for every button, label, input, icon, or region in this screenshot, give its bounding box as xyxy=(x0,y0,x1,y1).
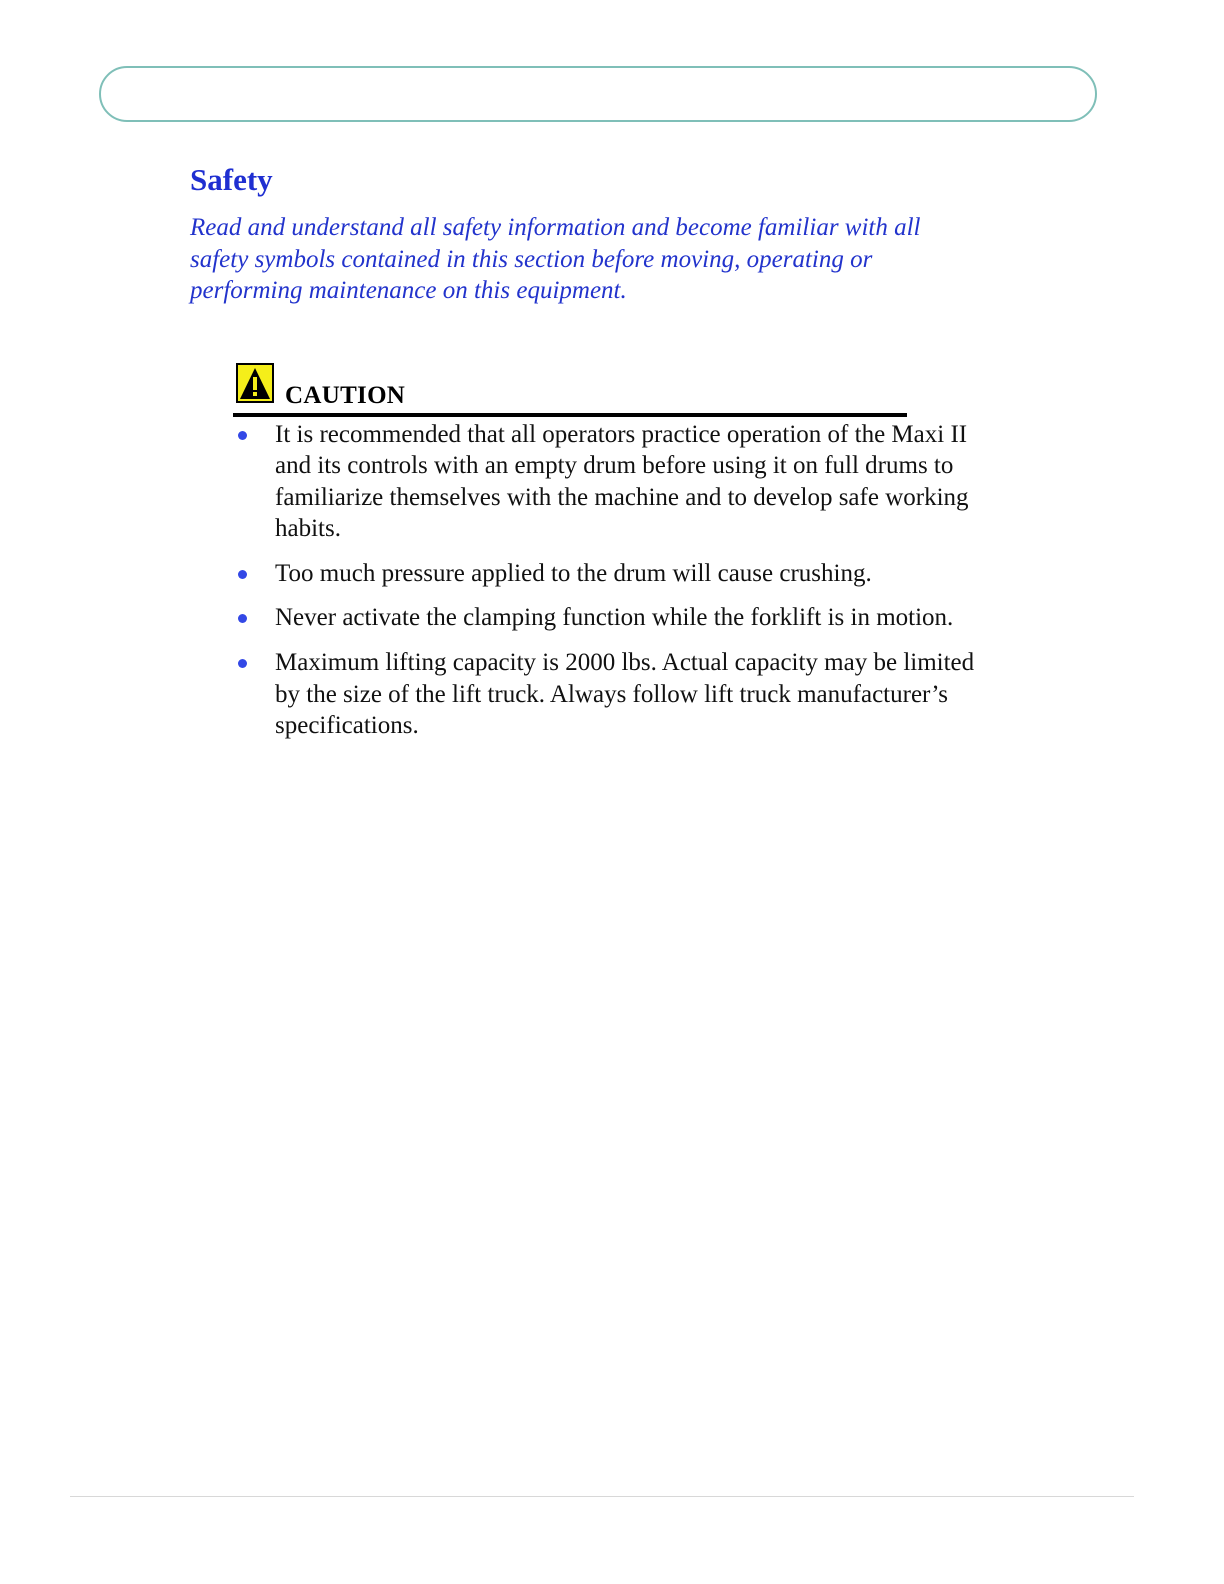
list-item-text: Too much pressure applied to the drum will cause crushing. xyxy=(275,559,872,587)
list-item-text: Never activate the clamping function while the forklift is in motion. xyxy=(275,604,954,632)
caution-divider xyxy=(233,413,907,417)
bullet-icon xyxy=(238,431,247,440)
caution-label: CAUTION xyxy=(285,382,406,409)
list-item xyxy=(236,602,996,633)
header-banner xyxy=(99,66,1097,122)
bullet-icon xyxy=(238,659,247,668)
bullet-icon xyxy=(238,570,247,579)
safety-intro-text: Read and understand all safety information and become familiar with all safety symbols contained in this section before moving, operating or performing maintenance on this equipment. xyxy=(190,214,921,304)
caution-header xyxy=(236,363,906,413)
list-item-text: Maximum lifting capacity is 2000 lbs. Actual capacity may be limited by the size of the lift truck. Always follow lift truck manufacturer’s specifications. xyxy=(275,649,975,739)
list-item xyxy=(236,558,996,589)
caution-list xyxy=(236,419,996,755)
list-item-text: It is recommended that all operators practice operation of the Maxi II and its controls with an empty drum before using it on full drums to familiarize themselves with the machine and to develop safe working habits. xyxy=(275,421,969,542)
footer-divider xyxy=(70,1496,1134,1497)
warning-triangle-icon xyxy=(236,363,274,403)
section-title: Safety xyxy=(190,162,273,197)
list-item xyxy=(236,647,996,741)
list-item xyxy=(236,419,996,544)
bullet-icon xyxy=(238,614,247,623)
